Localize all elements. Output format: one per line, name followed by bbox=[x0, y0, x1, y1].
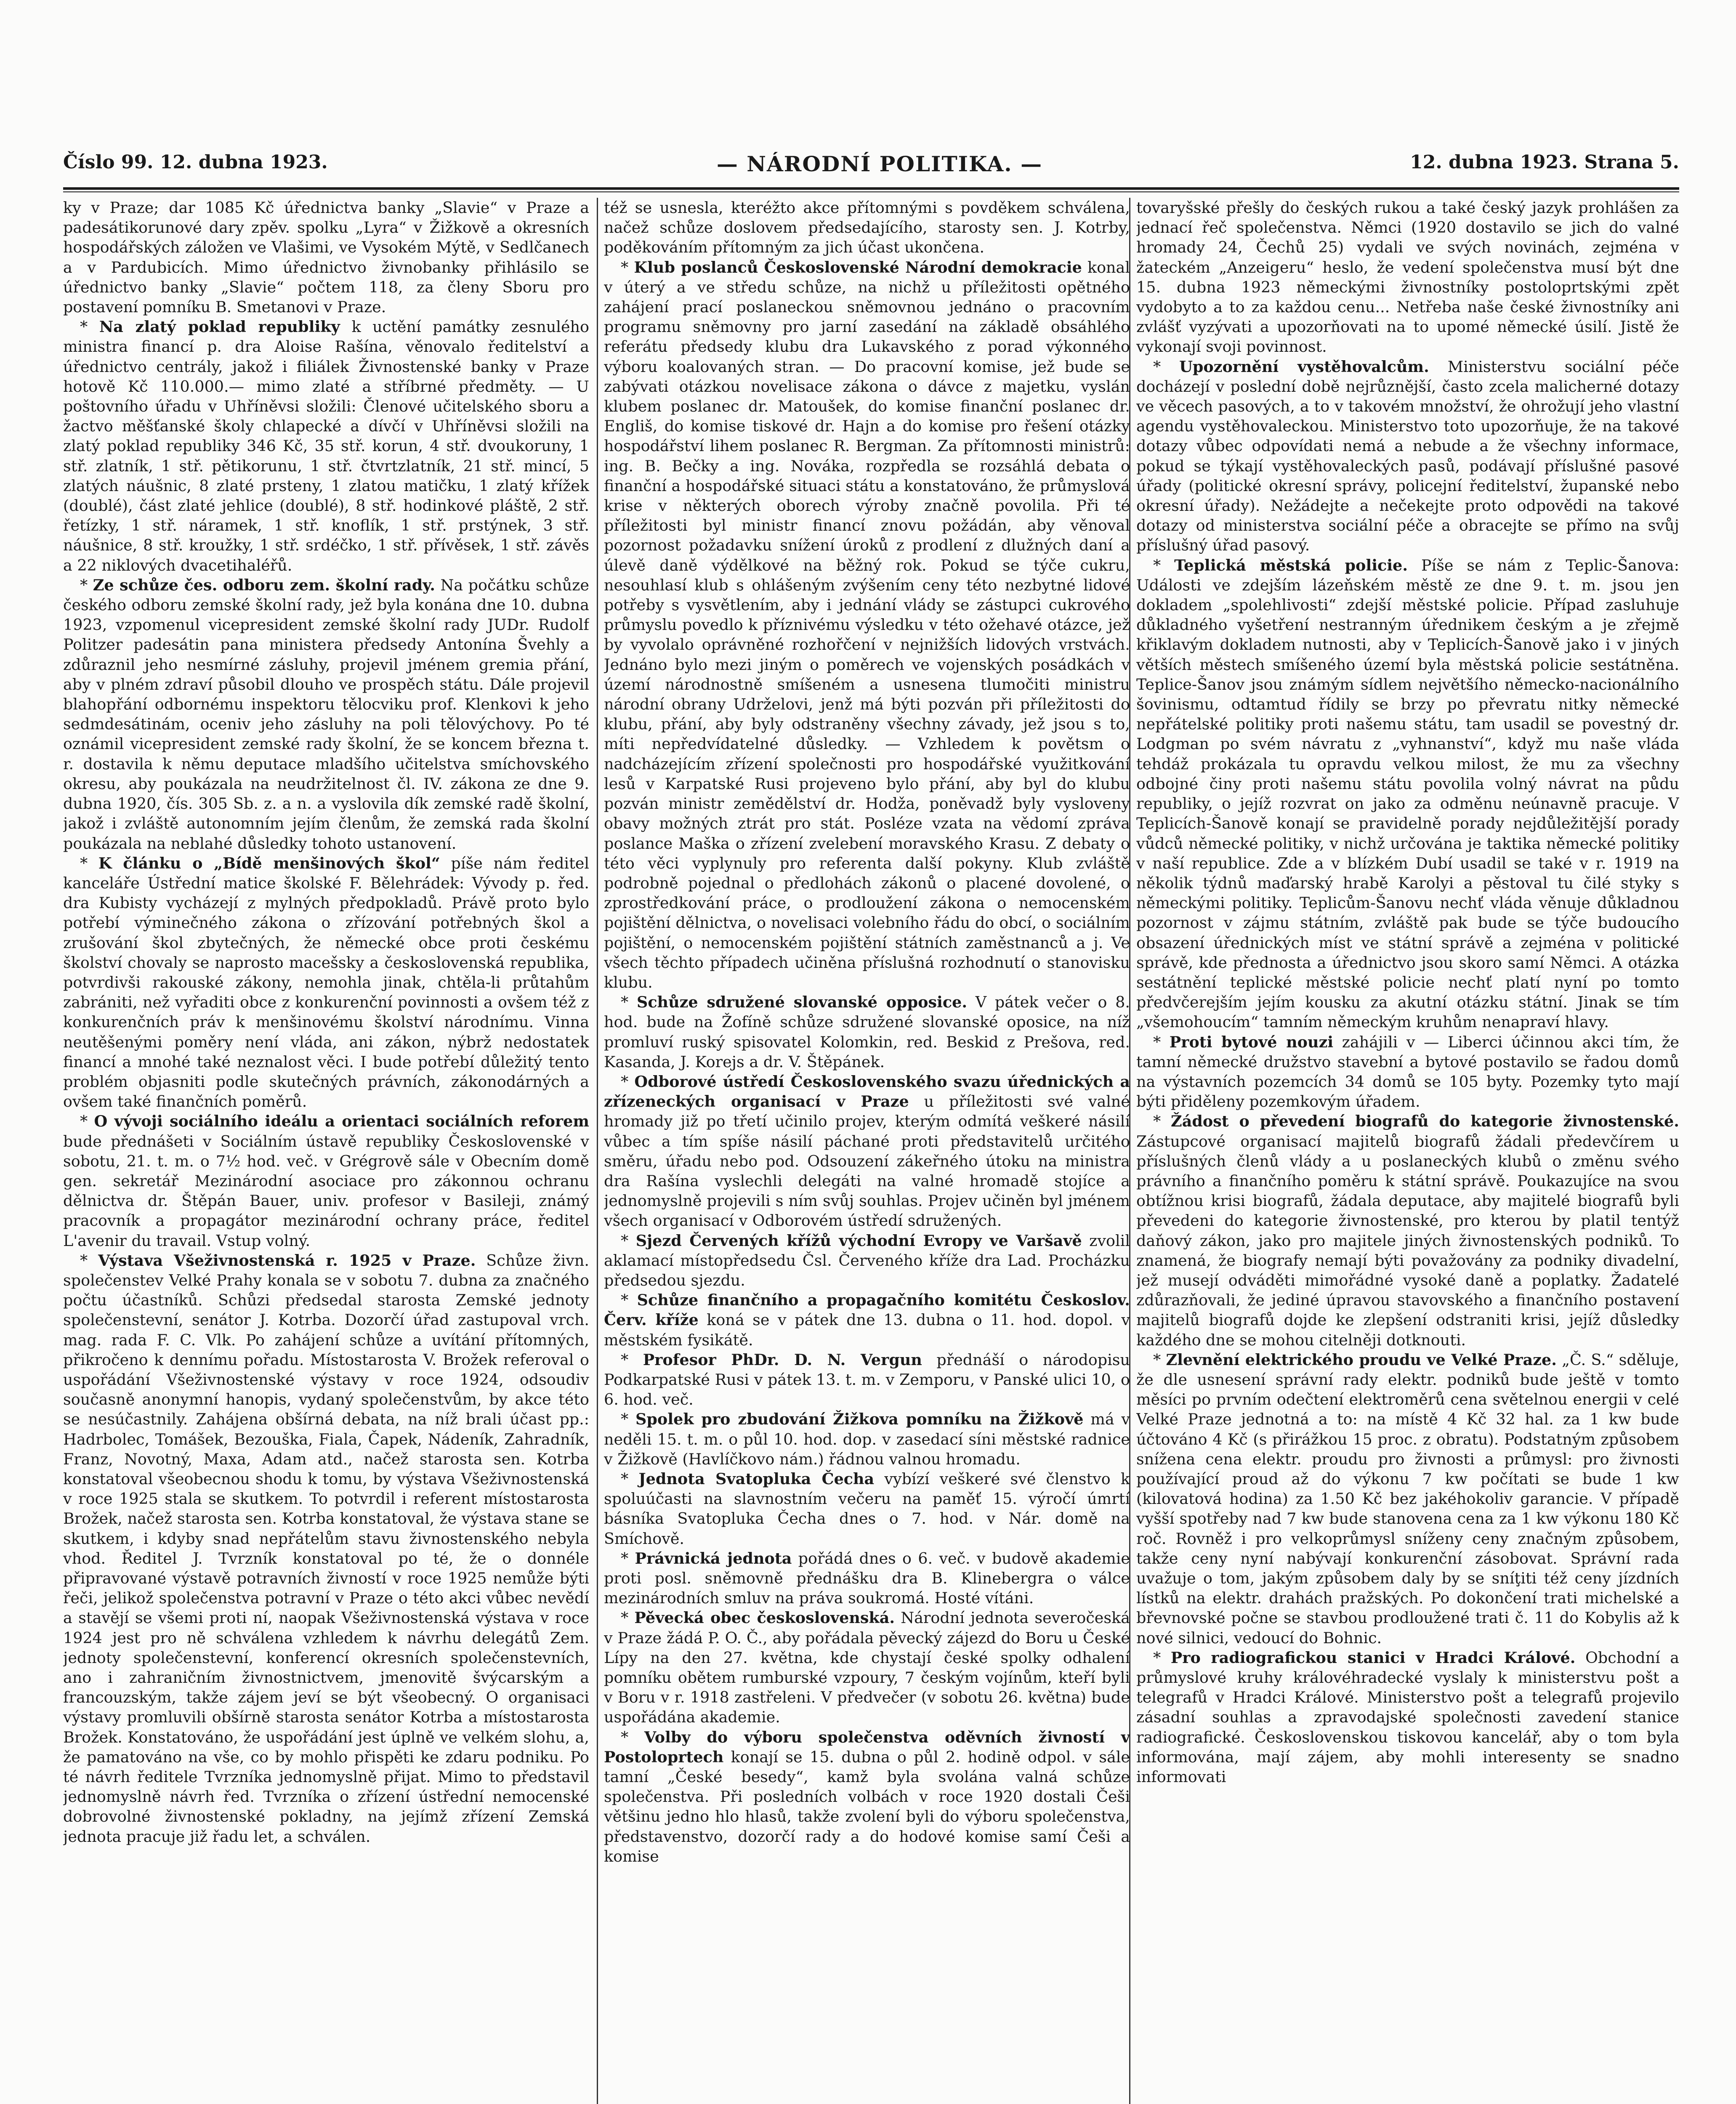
article-item bbox=[604, 1409, 1130, 1469]
article-item bbox=[604, 1727, 1130, 1866]
article-item bbox=[604, 1608, 1130, 1727]
article-heading: Výstava Všeživnostenská r. 1925 v Praze. bbox=[98, 1251, 476, 1270]
article-text: Na počátku schůze českého odboru zemské školní rady, jež byla konána dne 10. dubna 1923, vzpomenul vicepresident zemské školní rady JUDr. Rudolf Politzer padesátin pana ministera předsedy Antonína Švehly a zdůraznil jeho nesmírné zásluhy, projevil jménem gremia přání, aby v plném zdraví působil dlouho ve prospěch státu. Dále projevil blahopřání odbornému inspektoru tělocviku prof. Klenkovi k jeho sedmdesátinám, oceniv jeho zásluhy na poli tělovýchovy. Po té oznámil vicepresident zemské rady školní, že se koncem března t. r. dostavila k němu deputace mladšího učitelstva smíchovského okresu, aby poukázala na neudržitelnost čl. IV. zákona ze dne 9. dubna 1920, čís. 305 Sb. z. a n. a vyslovila dík zemské radě školní, jakož i zvláště autonomním jejím členům, že zemská rada školní poukázala na neblahé důsledky tohoto ustanovení. bbox=[63, 576, 589, 853]
article-item bbox=[63, 1251, 589, 1846]
article-text: Národní jednota severočeská v Praze žádá P. O. Č., aby pořádala pěvecký zájezd do Boru u České Lípy na den 27. května, kde chystají české spolky odhalení pomníku obětem rumburské vzpoury, 7 českým vojínům, kteří byli v Boru v r. 1918 zastřeleni. V předvečer (v sobotu 26. května) bude uspořádána akademie. bbox=[604, 1609, 1130, 1727]
article-item bbox=[63, 853, 589, 1112]
bullet-star-icon: * bbox=[80, 318, 99, 336]
article-item bbox=[604, 1072, 1130, 1231]
article-continuation bbox=[63, 198, 589, 317]
bullet-star-icon: * bbox=[1153, 1112, 1171, 1131]
bullet-star-icon: * bbox=[621, 258, 634, 276]
column-3 bbox=[1136, 198, 1679, 2104]
article-text: koná se v pátek dne 13. dubna o 11. hod. dopol. v městském fysikátě. bbox=[604, 1311, 1130, 1349]
bullet-star-icon: * bbox=[80, 576, 93, 594]
article-item bbox=[63, 575, 589, 853]
article-item bbox=[604, 1469, 1130, 1549]
article-text: konal v úterý a ve středu schůze, na nichž u příležitosti opětného zahájení prací poslaneckou sněmovnou jednáno o pracovním programu sněmovny pro jarní zasedání na základě obsáhlého referátu předsedy klubu dra Lukavského z porad výkonného výboru koalovaných stran. — Do pracovní komise, jež bude se zabývati otázkou novelisace zákona o dávce z majetku, vyslán klubem poslanec dr. Matoušek, do komise finanční poslanec dr. Engliš, do komise tiskové dr. Hajn a do komise pro řešení otázky hospodářství lihem poslanec R. Bergman. Za přítomnosti ministrů: ing. B. Bečky a ing. Nováka, rozpředla se rozsáhlá debata o finanční a hospodářské situaci státu a konstatováno, že průmyslová krise v některých oborech výroby značně povolila. Při té příležitosti byl ministr financí znovu požádán, aby věnoval pozornost požadavku snížení úroků z prodlení z dlužných daní a úlevě daně výdělkové na běžný rok. Pokud se týče cukru, nesouhlasí klub s ohlášeným zvýšením ceny této nezbytné lidové potřeby s vysvětlením, aby i jednání vlády se zástupci cukrového průmyslu povedlo k příznivému výsledku v této ožehavé otázce, jež by vyvolalo oprávněné rozhořčení v nejnižších lidových vrstvách. Jednáno bylo mezi jiným o poměrech ve vojenských posádkách v území národnostně smíšeném a usnesena tlumočiti ministru národní obrany Udrželovi, jenž má býti pozván při příležitosti do klubu, přání, aby byly odstraněny všechny závady, jež jsou s to, míti nepředvídatelné důsledky. — Vzhledem k povětsm o nadcházejícím zřízení společnosti pro hospodářské využitkování lesů v Karpatské Rusi projeveno bylo přání, aby byl do klubu pozván ministr zemědělství dr. Hodža, poněvadž byly vysloveny obavy možných ztrát pro stát. Posléze vzata na vědomí zpráva poslance Maška o zřízení zvelebení moravského Krasu. Z debaty o této věci vyplynuly pro referenta další pokyny. Klub zvláště podrobně pojednal o předlohách zákonů o placené dovolené, o zprostředkování práce, o prodloužení zákona o nemocenském pojištění dělnictva, o novelisaci volebního řádu do obcí, o sociálním pojištění, o nemocenském pojištění státních zaměstnanců a j. Ve všech těchto případech učiněna příslušná rozhodnutí o stanovisku klubu. bbox=[604, 258, 1130, 991]
article-text: Obchodní a průmyslové kruhy královéhradecké vyslaly k ministerstvu pošt a telegrafů v Hradci Králové. Ministerstvo pošt a telegrafů projevilo zásadní souhlas a zpravodajské společnosti zavedení stanice radiografické. Československou tiskovou kancelář, aby o tom byla informována, mají zájem, aby mohli interesenty se snadno informovati bbox=[1136, 1648, 1679, 1786]
article-item bbox=[604, 1290, 1130, 1350]
article-item bbox=[1136, 1648, 1679, 1787]
bullet-star-icon: * bbox=[621, 1291, 637, 1310]
column-2 bbox=[604, 198, 1130, 2104]
header-rule bbox=[63, 187, 1679, 190]
article-heading: Spolek pro zbudování Žižkova pomníku na Žižkově bbox=[635, 1410, 1084, 1429]
article-heading: Schůze sdružené slovanské opposice. bbox=[636, 993, 968, 1012]
article-heading: Právnická jednota bbox=[635, 1549, 792, 1567]
article-text: přednáší o národopisu Podkarpatské Rusi v pátek 13. t. m. v Zemporu, v Panské ulici 10, o 6. hod. več. bbox=[604, 1350, 1130, 1409]
article-text: Zástupcové organisací majitelů biografů žádali předevčírem u příslušných členů vlády a u poslaneckých klubů o změnu svého právního a finančního poměru k státní správě. Poukazujíce na svou obtížnou krisi biografů, žádala deputace, aby majitelé biografů byli převedeni do kategorie živnostenské, pro kterou by platil tentýž daňový zákon, jako pro majitele jiných živnostenských podniků. To znamená, že biografy nemají býti považovány za podniky divadelní, jež musejí odváděti mimořádné vysoké daně a poplatky. Žadatelé zdůrazňovali, že jediné úpravou stavovského a finančního postavení majitelů biografů dojde ke zlepšení odstraniti krisi, jejíž důsledky každého dne se mohou citelněji dotknouti. bbox=[1136, 1132, 1679, 1349]
bullet-star-icon: * bbox=[80, 1112, 94, 1131]
column-1 bbox=[63, 198, 589, 2104]
header-rule-thin bbox=[63, 191, 1679, 192]
bullet-star-icon: * bbox=[1153, 1648, 1171, 1667]
article-text: pořádá dnes o 6. več. v budově akademie proti posl. sněmovně přednášku dra B. Klinebergra o válce mezinárodních smluv na práva soukromá. Hosté vítáni. bbox=[604, 1549, 1130, 1607]
article-continuation bbox=[604, 198, 1130, 258]
page-header bbox=[63, 151, 1679, 185]
article-heading: Sjezd Červených křížů východní Evropy ve Varšavě bbox=[635, 1231, 1082, 1250]
bullet-star-icon: * bbox=[621, 1410, 635, 1429]
bullet-star-icon: * bbox=[1153, 1350, 1166, 1369]
article-item bbox=[604, 992, 1130, 1072]
article-item bbox=[604, 1549, 1130, 1608]
bullet-star-icon: * bbox=[621, 993, 637, 1012]
bullet-star-icon: * bbox=[80, 854, 98, 872]
article-heading: Žádost o převedení biografů do kategorie živnostenské. bbox=[1171, 1112, 1679, 1131]
article-heading: K článku o „Bídě menšinových škol“ bbox=[98, 854, 440, 872]
bullet-star-icon: * bbox=[621, 1231, 636, 1250]
article-item bbox=[604, 1231, 1130, 1291]
article-text: Schůze živn. společenstev Velké Prahy konala se v sobotu 7. dubna za značného počtu účastníků. Schůzi předsedal starosta Zemské jednoty společenstevní, senátor J. Kotrba. Dozorčí úřad zastupoval vrch. mag. rada F. C. Vlk. Po zahájení schůze a uvítání přítomných, přikročeno k dennímu pořadu. Místostarosta V. Brožek referoval o uspořádání Všeživnostenské výstavy v roce 1924, odsoudiv současně anonymní hanopis, vydaný společenstvům, by akce této se nesúčastnily. Zahájena obšírná debata, na níž brali účast pp.: Hadrbolec, Tomášek, Bezouška, Fiala, Čapek, Nádeník, Zahradník, Franz, Novotný, Maxa, Adam atd., načež starosta sen. Kotrba konstatoval všeobecnou shodu k tomu, by výstava Všeživnostenská v roce 1925 stala se skutkem. To potvrdil i referent místostarosta Brožek, načež starosta sen. Kotrba konstatoval, že výstava stane se skutkem, i kdyby snad nepřátelům stavu živnostenského nebyla vhod. Ředitel J. Tvrzník konstatoval po té, že o donnéle připravované výstavě potravních živností v roce 1925 nemůže býti řeči, jelikož společenstva potravní v Praze o této akci vůbec nevědí a stavějí se všemi proti ní, naopak Všeživnostenská výstava v roce 1924 jest pro ně schválena vzhledem k návrhu delegátů Zem. jednoty společenstevní, konferencí okresních společenstevních, ano i zahraničním živnostnictvem, jmenovitě švýcarským a francouzským, takže zájem jeví se být všeobecný. O organisaci výstavy promluvili obšírně starosta senátor Kotrba a místostarosta Brožek. Konstatováno, že uspořádání jest úplně ve velkém slohu, a, že pamatováno na vše, co by mohlo přispěti ke zdaru podniku. Po té návrh ředitele Tvrzníka jednomyslně přijat. Mimo to představil jednomyslně návrh řed. Tvrzníka o zřízení ústřední nemocenské dobrovolné živnostenské pokladny, na jejímž zřízení Zemská jednota pracuje již řadu let, a schválen. bbox=[63, 1251, 589, 1846]
article-heading: Klub poslanců Československé Národní demokracie bbox=[634, 258, 1082, 276]
article-text: píše nám ředitel kanceláře Ústřední matice školské F. Bělehrádek: Vývody p. řed. dra Kubisty vycházejí z mylných předpokladů. Právě proto bylo potřebí výminečného zákona o zřízování potřebných škol a zrušování škol zbytečných, že německé obce proti českému školství chovaly se naprosto macešsky a československá republika, potvrdivši rakouské zákony, nemohla jinak, chtěla-li průtahům zabrániti, než vyřaditi obce z konkurenční povinnosti a ovšem též z konkurenčních práv k menšinovému školství národnímu. Vinna neutěšenými poměry není vláda, ani zákon, nýbrž nedostatek financí a mnohé také neznalost věci. I bude potřebí důležitý tento problém objasniti podle skutečných právních, zákonodárných a ovšem také finančních poměrů. bbox=[63, 854, 589, 1111]
article-heading: Pro radiografickou stanici v Hradci Králové. bbox=[1170, 1648, 1576, 1667]
article-heading: Odborové ústředí Československého svazu úřednických a zřízeneckých organisací v Praze bbox=[604, 1072, 1130, 1111]
bullet-star-icon: * bbox=[1153, 357, 1180, 376]
article-heading: Proti bytové nouzi bbox=[1169, 1033, 1334, 1051]
article-item bbox=[1136, 1032, 1679, 1112]
article-heading: Upozornění vystěhovalcům. bbox=[1179, 357, 1429, 376]
bullet-star-icon: * bbox=[621, 1549, 635, 1567]
article-text: tovaryšské přešly do českých rukou a také český jazyk prohlášen za jednací řeč společenstva. Němci (1920 dostavilo se jich do valné hromady 24, Čechů 25) vydali ve svých novinách, zejména v žateckém „Anzeigeru“ heslo, že vedení společenstva musí být dne 15. dubna 1923 německými živnostníky postoloprtskými zpět vydobyto a to za každou cenu... Netřeba naše české živnostníky ani zvlášť vyzývati a upozorňovati na to upomé německé úsilí. Jistě že vykonají svoji povinnost. bbox=[1136, 199, 1679, 356]
article-text: zahájili v — Liberci účinnou akci tím, že tamní německé družstvo stavební a bytové postavilo se řadou domů na výstavních pozemcích 34 domů se 105 byty. Pozemky tyto mají býti přiděleny pozemkovým úřadem. bbox=[1136, 1033, 1679, 1111]
article-text: ky v Praze; dar 1085 Kč úřednictva banky „Slavie“ v Praze a padesátikorunové dary zpěv. spolku „Lyra“ v Žižkově a okresních hospodářských záložen ve Vlašimi, ve Vysokém Mýtě, v Sedlčanech a v Pardubicích. Mimo úřednictvo živnobanky přihlásilo se úřednictvo banky „Slavie“ počtem 118, za členy Sboru pro postavení pomníku B. Smetanovi v Praze. bbox=[63, 199, 589, 316]
article-heading: Profesor PhDr. D. N. Vergun bbox=[643, 1350, 922, 1369]
article-text: Píše se nám z Teplic-Šanova: Události ve zdejším lázeňském městě ze dne 9. t. m. jsou jen dokladem „spolehlivosti“ zdejší městské policie. Případ zasluhuje důkladného vyšetření nestranným úřednikem českým a je zřejmě křiklavým dokladem nutnosti, aby v Teplicích-Šanově jako i v jiných větších městech smíšeného území byla městská policie sestátněna. Teplice-Šanov jsou známým sídlem největšího německo-nacionálního šovinismu, odtamtud řídily se brzy po převratu nitky německé nepřátelské politiky proti našemu státu, tam usadil se povestný dr. Lodgman po svém návratu z „vyhnanství“, když mu naše vláda tehdáž prokázala tu opravdu velkou milost, že mu za všechny odbojné činy proti našemu státu povolila volný návrat na půdu republiky, o jejíž rozvrat on jako za odměnu neúnavně pracuje. V Teplicích-Šanově konají se pravidelně porady nejdůležitější porady vůdců německé politiky, v nichž určována je taktika německé politiky v naší republice. Zde a v blízkém Dubí usadil se také v r. 1919 na několik týdnů maďarský hrabě Karolyi a pěstoval tu čilé styky s německými politiky. Teplicům-Šanovu nechť vláda věnuje důkladnou pozornost v zájmu státním, zvláště pak bude se týče budoucího obsazení úřednických míst ve státní správě a zejména v politické správě, kde přednosta a úřednictvo jsou skoro samí Němci. A otázka sestátnění teplické městské policie nechť platí nyní po tomto předvčerejším jejím kousku za akutní otázku státní. Jinak se tím „všemohoucím“ tamním německým kruhům nenapraví hlavy. bbox=[1136, 556, 1679, 1031]
article-text: k uctění památky zesnulého ministra financí p. dra Aloise Rašína, věnovalo ředitelství a úřednictvo centrály, jakož i filiálek Živnostenské banky v Praze hotově Kč 110.000.— mimo zlaté a stříbrné předměty. — U poštovního úřadu v Uhříněvsi složili: Členové učitelského sboru a žactvo měšťanské školy chlapecké a dívčí v Uhříněvsi složili na zlatý poklad republiky 346 Kč, 35 stř. korun, 4 stř. dvoukoruny, 1 stř. zlatník, 1 stř. pětikorunu, 1 stř. čtvrtzlatník, 21 stř. mincí, 5 zlatých náušnic, 8 zlaté prsteny, 1 zlatou matičku, 1 zlatý křížek (doublé), část zlaté jehlice (doublé), 8 stř. hodinkové pláště, 2 stř. řetízky, 1 stř. náramek, 1 stř. knoflík, 1 stř. prstýnek, 3 stř. náušnice, 8 stř. kroužky, 1 stř. srdéčko, 1 stř. přívěsek, 1 stř. závěs a 22 niklových dvacetihaléřů. bbox=[63, 318, 589, 574]
issue-number-date: Číslo 99. 12. dubna 1923. bbox=[63, 151, 328, 173]
bullet-star-icon: * bbox=[621, 1609, 635, 1627]
article-heading: Na zlatý poklad republiky bbox=[99, 318, 340, 336]
article-heading: O vývoji sociálního ideálu a orientaci sociálních reforem bbox=[94, 1112, 589, 1131]
article-text: též se usnesla, kteréžto akce přítomnými s povděkem schválena, načež schůze doslovem předsedajícího, starosty sen. J. Kotrby, poděkováním přítomným za jich účast ukončena. bbox=[604, 199, 1130, 257]
bullet-star-icon: * bbox=[621, 1072, 635, 1091]
article-text: má v neděli 15. t. m. o půl 10. hod. dop. v zasedací síni městské radnice v Žižkově (Havlíčkovo nám.) řádnou valnou hromadu. bbox=[604, 1410, 1130, 1468]
article-continuation bbox=[1136, 198, 1679, 357]
article-item bbox=[63, 1111, 589, 1250]
article-heading: Volby do výboru společenstva oděvních živností v Postoloprtech bbox=[604, 1728, 1130, 1766]
article-text: V pátek večer o 8. hod. bude na Žofíně schůze sdružené slovanské oposice, na níž promluví ruský spisovatel Kolomkin, red. Beskid z Prešova, red. Kasanda, J. Korejs a dr. V. Štěpánek. bbox=[604, 993, 1130, 1071]
article-text: zvolil aklamací místopředsedu Čsl. Červeného kříže dra Lad. Procházku předsedou sjezdu. bbox=[604, 1231, 1130, 1289]
bullet-star-icon: * bbox=[621, 1470, 639, 1488]
column-divider bbox=[597, 198, 598, 2104]
article-heading: Jednota Svatopluka Čecha bbox=[638, 1470, 875, 1488]
bullet-star-icon: * bbox=[621, 1350, 643, 1369]
article-heading: Teplická městská policie. bbox=[1174, 556, 1408, 574]
article-text: Ministerstvu sociální péče docházejí v poslední době nejrůznější, často zcela malicherné dotazy ve věcech pasových, a to v takovém množství, že ohrožují jeho vlastní agendu vystěhovaleckou. Ministerstvo toto upozorňuje, že na takové dotazy vůbec odpovídati nemá a nebude a že všechny informace, pokud se týkají vystěhovaleckých pasů, podávají příslušné pasové úřady (politické okresní správy, policejní ředitelství, županské nebo okresní úřady). Nežádejte a nečekejte proto odpovědi na takové dotazy od ministerstva sociální péče a obracejte se přímo na svůj příslušný úřad pasový. bbox=[1136, 357, 1679, 555]
bullet-star-icon: * bbox=[621, 1728, 644, 1746]
article-heading: Pěvecká obec československá. bbox=[634, 1609, 895, 1627]
article-item bbox=[1136, 555, 1679, 1032]
article-item bbox=[604, 1350, 1130, 1410]
article-item bbox=[63, 317, 589, 575]
article-heading: Schůze finančního a propagačního komitétu Českoslov. Červ. kříže bbox=[604, 1291, 1130, 1329]
article-item bbox=[604, 258, 1130, 993]
bullet-star-icon: * bbox=[80, 1251, 98, 1270]
article-item bbox=[1136, 1350, 1679, 1648]
article-heading: Ze schůze čes. odboru zem. školní rady. bbox=[93, 576, 435, 594]
date-page-number: 12. dubna 1923. Strana 5. bbox=[1410, 151, 1679, 173]
article-item bbox=[1136, 1111, 1679, 1350]
article-item bbox=[1136, 357, 1679, 555]
article-text: vybízí veškeré své členstvo k spoluúčasti na slavnostním večeru na paměť 15. výročí úmrtí básníka Svatopluka Čecha dnes o 7. hod. v Nár. domě na Smíchově. bbox=[604, 1470, 1130, 1548]
article-text: konají se 15. dubna o půl 2. hodině odpol. v sále tamní „České besedy“, kamž byla svolána valná schůze společenstva. Při posledních volbách v roce 1920 dostali Češi většinu jedno hlo hlasů, takže zvolení byli do výboru společenstva, představenstvo, dozorčí rady a do hodové komise samí Češi a komise bbox=[604, 1748, 1130, 1865]
article-heading: Zlevnění elektrického proudu ve Velké Praze. bbox=[1166, 1350, 1557, 1369]
article-text: „Č. S.“ sděluje, že dle usnesení správní rady elektr. podniků bude ještě v tomto měsíci po prvním odečtení elektroměrů cena světelnou energii v celé Velké Praze jednotná a to: na místě 4 Kč 32 hal. za 1 kw bude účtováno 4 Kč (s přirážkou 15 proc. z obratu). Podstatným způsobem snížena cena elektr. proudu pro živnosti a průmysl: pro živnosti používající proud až do výkonu 7 kw počítati se bude 1 kw (kilovatová hodina) za 1.50 Kč bez jakéhokoliv garancie. V případě vyšší spotřeby nad 7 kw bude stanovena cena za 1 kw výkonu 180 Kč roč. Rovněž i pro velkoprůmysl sníženy ceny značným způsobem, takže ceny nyní nabývají konkurenční zásobovat. Správní rada uvažuje o tom, jakým způsobem daly by se sníţiti též ceny jízdních lístků na elektr. drahách pražských. Po dokončení trati michelské a břevnovské počne se stavbou prodloužené trati č. 11 do Kobylis až k nové silnici, vedoucí do Bohnic. bbox=[1136, 1350, 1679, 1647]
masthead-title: — NÁRODNÍ POLITIKA. — bbox=[716, 151, 1043, 176]
article-text: bude přednášeti v Sociálním ústavě republiky Československé v sobotu, 21. t. m. o 7½ hod. več. v Grégrově sále v Obecním domě gen. sekretář Mezinárodní asociace pro zákonnou ochranu dělnictva dr. Štěpán Bauer, univ. profesor v Basileji, známý pracovník a propagátor mezinárodní ochrany práce, ředitel L'avenir du travail. Vstup volný. bbox=[63, 1132, 589, 1250]
bullet-star-icon: * bbox=[1153, 1033, 1170, 1051]
article-text: u příležitosti své valné hromady již po třetí učinilo projev, kterým odmítá veškeré násilí vůbec a tím spíše násilí páchané proti představitelů určitého směru, úřadu nebo pod. Odsouzení zákeřného útoku na ministra dra Rašína vyslechli delegáti na valné hromadě stojíce a jednomyslně projevili s ním svůj souhlas. Projev učiněn byl jménem všech organisací v Odborovém ústředí sdružených. bbox=[604, 1092, 1130, 1230]
bullet-star-icon: * bbox=[1153, 556, 1175, 574]
